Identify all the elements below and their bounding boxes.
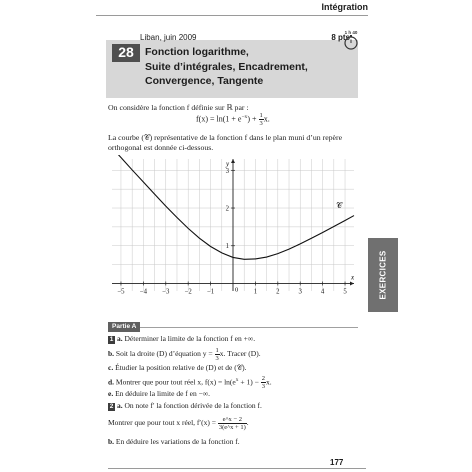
x-tick-label: −5 xyxy=(117,288,125,296)
exercise-points: 8 pts xyxy=(331,33,350,42)
fraction-numerator: e^x − 2 xyxy=(218,416,247,424)
exercises-tab-label: EXERCICES xyxy=(378,250,388,300)
question-2a xyxy=(108,401,262,411)
intro-text: On considère la fonction f définie sur ℝ par : xyxy=(108,103,249,112)
curve-description: La courbe (𝒞) représentative de la fonction f dans le plan muni d’un repère xyxy=(108,133,343,142)
y-axis-label: y xyxy=(226,160,230,168)
graph-axes xyxy=(112,159,354,294)
y-tick-label: 1 xyxy=(225,243,229,251)
part-a-rule xyxy=(108,327,358,328)
fraction-numerator: 2 xyxy=(261,375,265,383)
function-formula xyxy=(196,112,270,127)
question-letter: d. xyxy=(108,377,115,387)
question-letter: e. xyxy=(108,389,114,398)
question-text: En déduire la limite de f en −∞. xyxy=(113,389,211,398)
fraction-numerator: 1 xyxy=(259,112,263,120)
exercise-number: 28 xyxy=(112,44,140,62)
exercises-tab xyxy=(368,238,398,312)
x-axis-label: x xyxy=(351,273,355,282)
question-letter: a. xyxy=(117,334,123,343)
fraction-denominator: 3 xyxy=(215,355,219,362)
question-text: Déterminer la limite de la fonction f en +∞. xyxy=(122,334,256,343)
question-fraction xyxy=(218,416,247,431)
x-tick-label: 3 xyxy=(298,288,302,296)
question-text-end: x. Tracer (D). xyxy=(219,349,261,359)
question-text-end: x. xyxy=(265,377,272,387)
y-tick-label: 2 xyxy=(225,205,229,213)
question-1b xyxy=(108,347,261,362)
question-1d xyxy=(108,375,272,390)
question-text: Soit la droite (D) d’équation y = xyxy=(114,349,215,359)
page-number: 177 xyxy=(330,458,344,467)
formula-right: x. xyxy=(263,114,270,124)
x-tick-label: −4 xyxy=(139,288,147,296)
fraction-numerator: 1 xyxy=(215,347,219,354)
x-tick-label: −3 xyxy=(162,288,170,296)
question-text: On note f′ la fonction dérivée de la fonction f. xyxy=(122,401,262,410)
fraction-denominator: 3 xyxy=(259,120,263,128)
fraction-denominator: 3 xyxy=(261,383,265,391)
stopwatch-icon xyxy=(340,30,362,52)
exercise-source: Liban, juin 2009 xyxy=(140,33,197,42)
fraction-denominator: 3(e^x + 1) xyxy=(218,424,246,431)
exercise-meta xyxy=(140,33,360,45)
question-text: En déduire les variations de la fonction f. xyxy=(114,437,240,446)
question-text: + 1) − xyxy=(238,377,261,387)
question-1a xyxy=(108,334,255,344)
curve-label: 𝒞 xyxy=(336,201,342,211)
exercise-title-line: Suite d’intégrales, Encadrement, xyxy=(145,60,308,73)
x-tick-label: 2 xyxy=(276,288,280,296)
question-number-badge: 1 xyxy=(109,336,114,343)
x-tick-label: 5 xyxy=(343,288,347,296)
x-tick-label: 4 xyxy=(320,288,325,296)
y-tick-label: 3 xyxy=(225,167,229,175)
exercise-title xyxy=(145,45,355,89)
question-text-end: . xyxy=(246,418,249,428)
x-tick-label: −2 xyxy=(184,288,192,296)
part-a-label: Partie A xyxy=(108,322,140,332)
question-1c xyxy=(108,363,247,373)
curve-description: orthogonal est donnée ci-dessous. xyxy=(108,143,214,152)
question-text: Montrer que pour tout x réel, f′(x) = xyxy=(108,418,218,428)
exercise-title-line: Convergence, Tangente xyxy=(145,75,264,87)
question-letter: c. xyxy=(108,363,114,372)
question-number-badge: 2 xyxy=(109,403,114,410)
x-tick-label: −1 xyxy=(206,288,215,296)
question-letter: b. xyxy=(108,349,115,359)
x-tick-label: 1 xyxy=(253,288,258,296)
question-letter: b. xyxy=(108,437,115,446)
duration-label: 1 h 40 xyxy=(344,30,358,35)
question-2a-formula xyxy=(108,416,249,431)
question-exponent: x xyxy=(235,377,239,383)
formula-exponent: −x xyxy=(241,114,248,120)
x-axis-arrow xyxy=(350,281,354,285)
formula-mid: ) + xyxy=(247,114,259,124)
footer-rule xyxy=(108,468,366,469)
exercise-title-line: Fonction logarithme, xyxy=(145,46,249,58)
section-title: Intégration xyxy=(321,2,368,12)
graph-ticks xyxy=(117,168,347,296)
formula-left: f(x) = ln(1 + e xyxy=(196,114,242,124)
question-1e xyxy=(108,389,210,399)
question-text: Étudier la position relative de (D) et de (𝒞). xyxy=(113,363,247,372)
question-2b xyxy=(108,437,240,447)
question-text: Montrer que pour tout réel x, f(x) = ln(e xyxy=(114,377,236,387)
question-letter: a. xyxy=(117,401,123,410)
header-rule xyxy=(96,15,368,16)
function-graph xyxy=(108,155,358,305)
origin-label: 0 xyxy=(235,286,239,294)
y-axis-arrow xyxy=(231,159,235,163)
